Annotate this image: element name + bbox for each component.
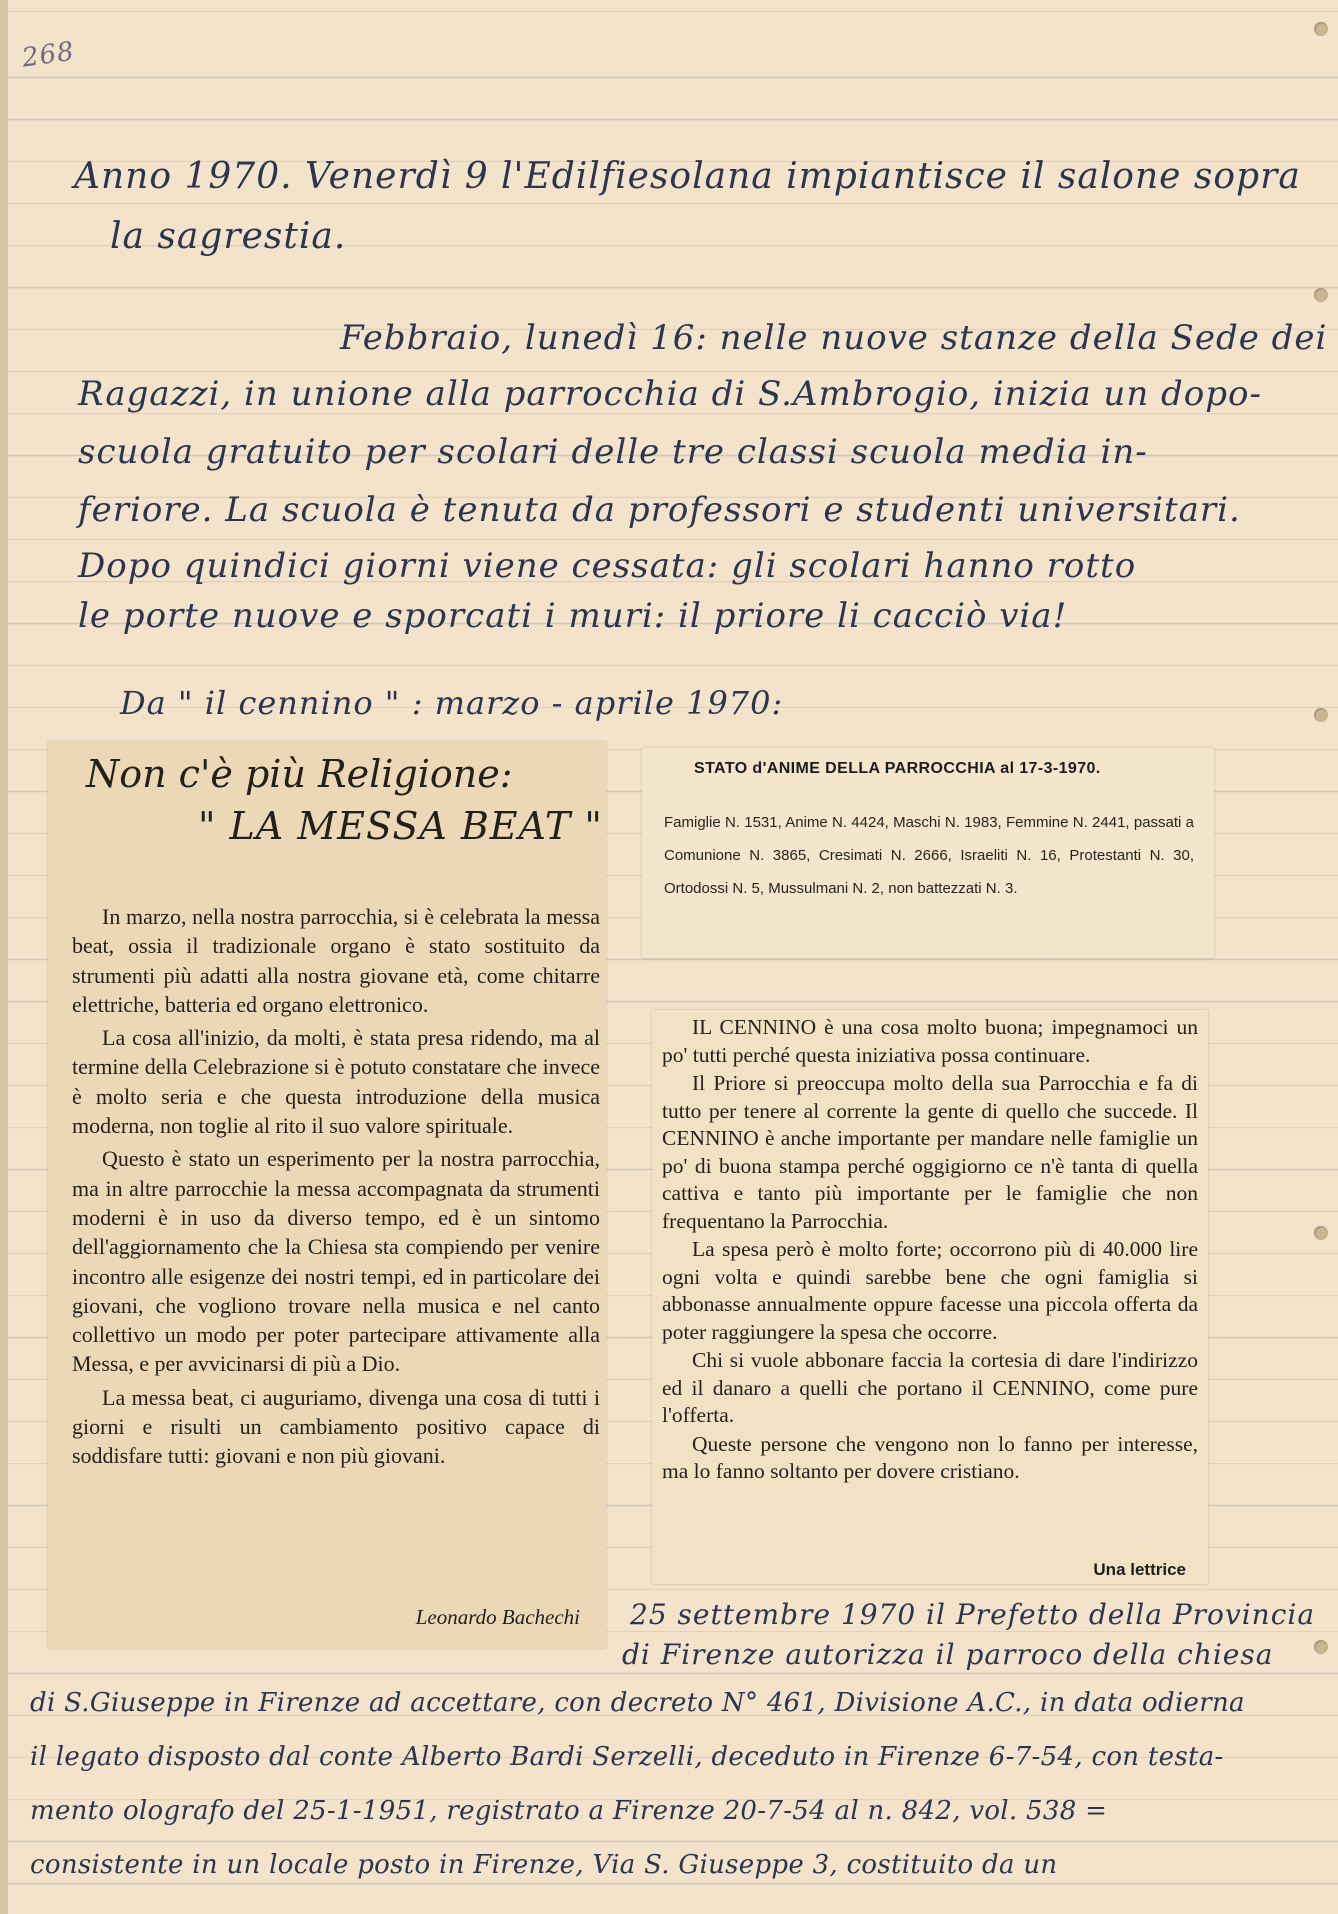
cennino-paragraph: Il Priore si preoccupa molto della sua Parrocchia e fa di tutto per tenere al corrente la gente di quello che succede. Il CENNINO è anche importante per mandare nelle famiglie un po' di buona stampa perché oggigiorno ce n'è tanta di quella cattiva e tanto più importante per le famiglie che non frequentano la Parrocchia. [662, 1071, 1198, 1233]
article-author: Leonardo Bachechi [415, 1605, 580, 1629]
newspaper-clipping-cennino [652, 1010, 1208, 1584]
punch-hole [1314, 1640, 1328, 1654]
handwritten-line: le porte nuove e sporcati i muri: il priore li cacciò via! [78, 596, 1068, 636]
article-title: Non c'è più Religione: [86, 752, 513, 796]
article-paragraph: La cosa all'inizio, da molti, è stata presa ridendo, ma al termine della Celebrazione si è potuto constatare che invece è molto seria e che questa introduzione della musica moderna, non toglie al rito il suo valore spirituale. [72, 1025, 600, 1139]
handwritten-line: di Firenze autorizza il parroco della chiesa [622, 1638, 1274, 1671]
handwritten-line: Febbraio, lunedì 16: nelle nuove stanze della Sede dei [340, 318, 1328, 358]
handwritten-line: Dopo quindici giorni viene cessata: gli scolari hanno rotto [78, 546, 1137, 586]
handwritten-line: la sagrestia. [110, 216, 347, 257]
page-number: 268 [20, 36, 77, 74]
handwritten-line: scuola gratuito per scolari delle tre classi scuola media in- [78, 432, 1148, 472]
handwritten-line: consistente in un locale posto in Firenze, Via S. Giuseppe 3, costituito da un [30, 1850, 1058, 1880]
newspaper-clipping-stato-anime [642, 748, 1214, 958]
article-body [72, 902, 600, 1475]
handwritten-line: mento olografo del 25-1-1951, registrato a Firenze 20-7-54 al n. 842, vol. 538 = [30, 1796, 1108, 1826]
newspaper-clipping-messa-beat [48, 742, 606, 1648]
cennino-paragraph: Chi si vuole abbonare faccia la cortesia di dare l'indirizzo ed il danaro a quelli che portano il CENNINO, come pure l'offerta. [662, 1348, 1198, 1427]
cennino-paragraph: La spesa però è molto forte; occorrono più di 40.000 lire ogni volta e quindi sarebbe bene che ogni famiglia si abbonasse annualmente oppure facesse una piccola offerta da poter raggiungere la spesa che occorre. [662, 1237, 1198, 1344]
article-paragraph: In marzo, nella nostra parrocchia, si è celebrata la messa beat, ossia il tradizionale organo è stato sostituito da strumenti più adatti alla nostra giovane età, come chitarre elettriche, batteria ed organo elettronico. [72, 904, 600, 1017]
handwritten-line: feriore. La scuola è tenuta da professori e studenti universitari. [78, 490, 1241, 530]
cennino-paragraph: Queste persone che vengono non lo fanno per interesse, ma lo fanno soltanto per dovere cristiano. [662, 1431, 1198, 1483]
cennino-paragraph: IL CENNINO è una cosa molto buona; impegnamoci un po' tutti perché questa iniziativa possa continuare. [662, 1015, 1198, 1067]
cennino-body [662, 1014, 1198, 1487]
handwritten-line: Anno 1970. Venerdì 9 l'Edilfiesolana impiantisce il salone sopra [74, 156, 1301, 197]
cennino-signature: Una lettrice [1093, 1560, 1186, 1579]
handwritten-line: di S.Giuseppe in Firenze ad accettare, con decreto N° 461, Divisione A.C., in data odierna [30, 1688, 1245, 1718]
page-edge [0, 0, 8, 1914]
stato-title: STATO d'ANIME DELLA PARROCCHIA al 17-3-1970. [694, 760, 1101, 777]
article-paragraph: La messa beat, ci auguriamo, divenga una cosa di tutti i giorni e risulti un cambiamento positivo capace di soddisfare tutti: giovani e non più giovani. [72, 1384, 600, 1469]
handwritten-line: 25 settembre 1970 il Prefetto della Provincia [630, 1598, 1316, 1631]
handwritten-line: il legato disposto dal conte Alberto Bardi Serzelli, deceduto in Firenze 6-7-54, con testa- [30, 1742, 1224, 1772]
punch-hole [1314, 1226, 1328, 1240]
article-paragraph: Questo è stato un esperimento per la nostra parrocchia, ma in altre parrocchie la messa accompagnata da strumenti moderni è in uso da diverso tempo, ed è un sintomo dell'aggiornamento che la Chiesa sta compiendo per venire incontro alle esigenze dei nostri tempi, ed in particolare dei giovani, che vogliono trovare nella musica e nel canto collettivo un modo per poter partecipare attivamente alla Messa, e per avvicinarsi di più a Dio. [72, 1146, 600, 1377]
article-subtitle: " LA MESSA BEAT " [198, 804, 603, 848]
stato-body: Famiglie N. 1531, Anime N. 4424, Maschi N. 1983, Femmine N. 2441, passati a Comunione N. 3865, Cresimati N. 2666, Israeliti N. 16, Protestanti N. 30, Ortodossi N. 5, Mussulmani N. 2, non battezzati N. 3. [664, 814, 1194, 897]
punch-hole [1314, 22, 1328, 36]
punch-hole [1314, 288, 1328, 302]
handwritten-line: Da " il cennino " : marzo - aprile 1970: [120, 684, 784, 722]
handwritten-line: Ragazzi, in unione alla parrocchia di S.Ambrogio, inizia un dopo- [78, 374, 1262, 414]
punch-hole [1314, 708, 1328, 722]
